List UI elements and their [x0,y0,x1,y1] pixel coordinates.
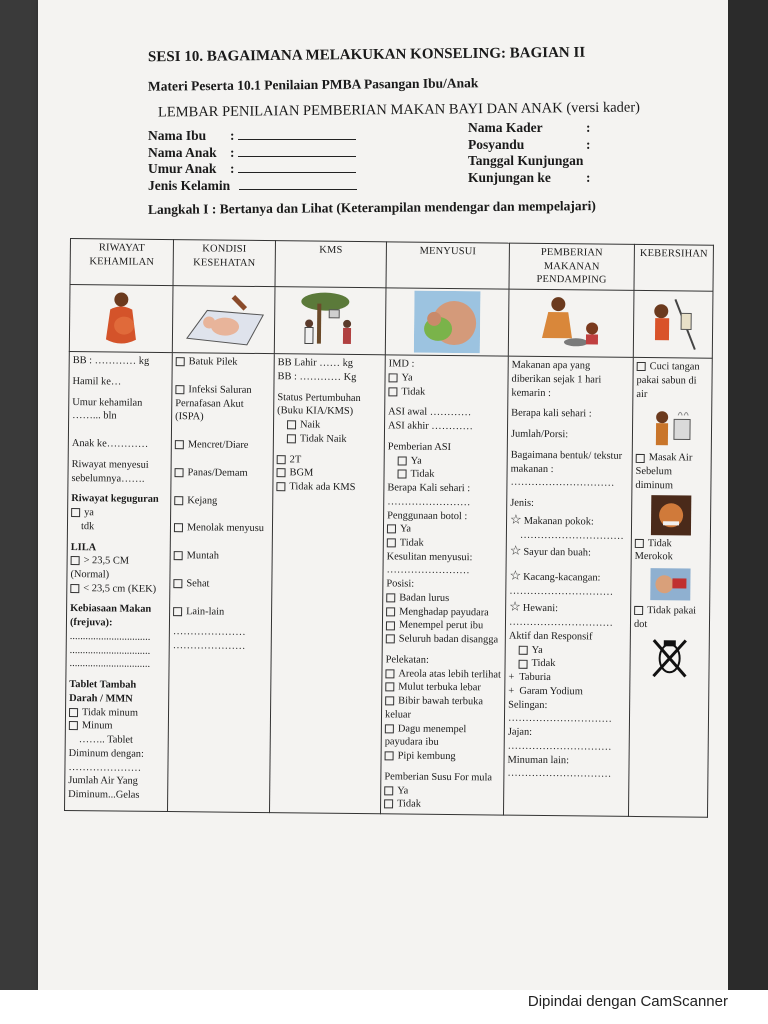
bb-field: BB : ………… kg [72,355,150,368]
susu-formula-label: Pemberian Susu For mula [384,771,493,784]
tidak-kms-label: Tidak ada KMS [289,481,356,494]
aktif-responsif-label: Aktif dan Responsif [508,630,593,643]
muntah-checkbox[interactable] [174,551,183,560]
diare-label: Mencret/Diare [187,439,249,452]
tidak-pakai-dot-label: Tidak pakai dot [633,605,697,630]
selingan-field: Selingan: [508,699,548,711]
makanan-pokok-line[interactable]: ………………………… [519,529,624,542]
kacang-label: Kacang-kacangan: [523,571,601,584]
tekstur-field: Bagaimana bentuk/ tekstur makanan : [510,449,623,475]
kebiasaan-makan-label: Kebiasaan Makan (frejuva): [69,603,152,629]
kejang-label: Kejang [187,494,218,507]
selingan-line[interactable]: ………………………… [507,712,612,726]
tablet-tambah-darah-label: Tablet Tambah Darah / MMN [69,679,137,705]
asi-awal-field: ASI awal ………… [388,406,472,419]
pelekatan-3-label: Bibir bawah terbuka keluar [384,695,484,721]
pregnant-woman-illustration [96,287,147,348]
asi-ya-checkbox[interactable] [398,456,407,465]
kebiasaan-line-2[interactable]: ............................... [69,644,151,657]
table-header-row [70,239,713,292]
pelekatan-3-checkbox[interactable] [385,697,394,706]
pelekatan-5-checkbox[interactable] [385,751,394,760]
no-smoking-illustration [649,493,693,537]
lila-label: LILA [70,541,97,553]
sehat-checkbox[interactable] [173,579,182,588]
star-icon: ☆ [509,567,522,583]
muntah-label: Muntah [186,550,220,562]
pemberian-asi-label: Pemberian ASI [387,441,452,453]
aktif-ya-label: Ya [531,644,543,656]
menyusui-cell [380,355,508,815]
sayur-buah-label: Sayur dan buah: [523,547,591,559]
taburia-label: Taburia [519,671,551,684]
pemberian-makanan-cell: Makanan apa yang diberikan sejak 1 hari kemarin : Berapa kali sehari : Jumlah/Porsi: Bagaimana bentuk/ tekstur makanan : ………………………… Jenis: ☆ Makanan pokok: ………………………… ☆ Sayur dan buah: ☆ Kacang-kacangan: ………………………… ☆ Hewani: ………………………… Aktif dan Responsif Ya Tidak + Taburia + Garam Yodium Selingan: ………………………… Jajan: ………………………… Minuman lain: ………………………… [503,356,633,816]
makanan-pokok-label: Makanan pokok: [523,515,594,528]
batuk-pilek-checkbox[interactable] [176,357,185,366]
lain-lain-checkbox[interactable] [173,607,182,616]
keguguran-tdk-label: tdk [80,520,95,533]
porsi-field: Jumlah/Porsi: [510,428,569,441]
hewani-line[interactable]: ………………………… [508,616,613,629]
col-header-pemberian: PEMBERIAN MAKANAN PENDAMPING [509,243,634,291]
menolak-menyusu-checkbox[interactable] [174,524,183,533]
form-title: LEMBAR PENILAIAN PEMBERIAN MAKAN BAYI DAN ANAK (versi kader) [157,99,641,121]
pelekatan-2-label: Mulut terbuka lebar [398,681,481,694]
identity-fields-right [468,120,591,186]
asi-ya-label: Ya [410,455,422,467]
posisi-1-label: Badan lurus [399,592,450,604]
minum-label: Minum [81,720,113,732]
star-icon: ☆ [509,599,521,615]
botol-ya-checkbox[interactable] [387,525,396,534]
tidak-pakai-dot-checkbox[interactable] [634,606,643,615]
naik-label: Naik [299,419,321,431]
pregnant-woman-illustration-cell [69,285,173,353]
minuman-line[interactable]: ………………………… [507,767,612,780]
tidak-naik-checkbox[interactable] [287,434,296,443]
bgm-checkbox[interactable] [277,469,286,478]
tidak-merokok-label: Tidak Merokok [634,537,673,563]
berapa-kali-field: Berapa Kali sehari : [387,482,471,495]
star-icon: ☆ [510,511,522,527]
sehat-label: Sehat [186,578,210,590]
garam-yodium-label: Garam Yodium [519,685,583,698]
posisi-3-checkbox[interactable] [386,621,395,630]
anak-ke-field: Anak ke………… [71,438,149,450]
menolak-menyusu-label: Menolak menyusu [186,522,265,535]
cuci-tangan-checkbox[interactable] [637,362,646,371]
camscanner-watermark: Dipindai dengan CamScanner [527,993,728,1010]
riwayat-keguguran-label: Riwayat keguguran [71,493,159,506]
kms-cell [269,354,385,814]
col-header-menyusui: MENYUSUI [386,242,509,289]
umur-kehamilan-field: Umur kehamilan ……... bln [72,396,143,422]
susu-ya-checkbox[interactable] [384,786,393,795]
pelekatan-2-checkbox[interactable] [385,683,394,692]
col-header-kms: KMS [275,241,386,288]
lila-normal-label: > 23,5 CM (Normal) [70,555,130,581]
breastfeeding-photo [414,291,481,354]
kebiasaan-line-1[interactable]: ............................... [69,630,151,643]
imd-ya-checkbox[interactable] [389,373,398,382]
aktif-tidak-label: Tidak [531,658,556,670]
posisi-4-checkbox[interactable] [386,635,395,644]
bb-kms-field: BB : ………… Kg [277,371,357,383]
lila-kek-checkbox[interactable] [70,584,79,593]
handwash-illustration [647,293,700,354]
tidak-naik-label: Tidak Naik [299,433,347,445]
hewani-label: Hewani: [522,603,559,615]
assessment-table [64,238,714,818]
col-header-kebersihan: KEBERSIHAN [634,244,713,291]
tidak-kms-checkbox[interactable] [276,482,285,491]
breastfeeding-photo-cell [385,288,509,356]
kondisi-kesehatan-cell [167,353,274,813]
aktif-tidak-checkbox[interactable] [519,659,528,668]
kebersihan-cell [628,358,712,818]
jenis-label: Jenis: [510,497,534,509]
field-kunjungan-ke: Kunjungan ke : [468,169,591,185]
posisi-2-label: Menghadap payudara [399,606,489,619]
kesulitan-line[interactable]: …………………… [386,564,470,577]
susu-ya-label: Ya [397,784,409,797]
jumlah-air-field: Jumlah Air Yang Diminum...Gelas [68,775,140,801]
cuci-tangan-label: Cuci tangan pakai sabun di air [636,361,700,400]
pelekatan-label: Pelekatan: [385,654,429,666]
session-title: SESI 10. BAGAIMANA MELAKUKAN KONSELING: BAGIAN II [147,44,586,66]
kejang-checkbox[interactable] [174,496,183,505]
berapa-kali-makan-field: Berapa kali sehari : [511,408,592,420]
tree-scale-illustration-cell [274,287,386,355]
field-tanggal-kunjungan: Tanggal Kunjungan [468,153,584,168]
field-nama-ibu: Nama Ibu : [148,128,357,145]
diare-checkbox[interactable] [175,440,184,449]
status-pertumbuhan-label: Status Pertumbuhan (Buku KIA/KMS) [277,391,361,418]
asi-tidak-label: Tidak [410,468,435,481]
page-edge-shadow [728,0,768,1024]
botol-tidak-checkbox[interactable] [387,538,396,547]
posisi-4-label: Seluruh badan disangga [398,633,499,646]
ispa-checkbox[interactable] [175,385,184,394]
field-posyandu: Posyandu : [468,136,591,152]
lain-lain-label: Lain-lain [186,605,225,618]
tree-scale-illustration [295,290,366,351]
field-jenis-kelamin: Jenis Kelamin [148,178,357,195]
imd-label: IMD : [388,358,415,370]
2t-label: 2T [289,453,302,466]
lila-kek-label: < 23,5 cm (KEK) [83,582,157,595]
botol-tidak-label: Tidak [399,537,424,549]
tidak-minum-label: Tidak minum [81,706,139,719]
pelekatan-4-checkbox[interactable] [385,724,394,733]
demam-label: Panas/Demam [187,467,248,479]
bb-lahir-field: BB Lahir …… kg [277,357,354,370]
posisi-3-label: Menempel perut ibu [398,619,484,632]
illustration-row [69,285,713,359]
feeding-child-illustration [536,292,607,353]
bgm-label: BGM [289,467,314,479]
field-nama-kader: Nama Kader : [468,120,591,135]
baby-bottle-illustration [648,564,692,604]
lain-lain-line-1[interactable]: ………………… [172,626,246,639]
botol-ya-label: Ya [399,523,412,535]
masak-air-label: Masak Air Sebelum diminum [635,452,693,492]
minuman-lain-field: Minuman lain: [507,754,570,766]
makanan-kemarin-field: Makanan apa yang diberikan sejak 1 hari kemarin : [511,359,602,399]
kacang-line[interactable]: ………………………… [509,585,614,598]
posisi-2-checkbox[interactable] [386,607,395,616]
tidak-merokok-checkbox[interactable] [635,539,644,548]
star-icon: ☆ [509,542,522,559]
posisi-label: Posisi: [386,578,415,590]
tablet-count-field: …….. Tablet [78,734,134,746]
berapa-kali-line[interactable]: …………………… [387,496,471,509]
baby-on-mat-illustration [182,288,265,349]
asi-akhir-field: ASI akhir ………… [387,420,473,433]
feeding-child-illustration-cell [508,289,634,357]
handwash-illustration-cell [633,291,713,359]
imd-tidak-checkbox[interactable] [388,387,397,396]
kesulitan-menyusui-label: Kesulitan menyusui: [386,551,473,563]
riwayat-menyusui-field: Riwayat menyesui sebelumnya……. [71,458,149,485]
pelekatan-1-label: Areola atas lebih terlihat [398,668,501,681]
imd-ya-label: Ya [401,372,413,384]
lain-lain-line-2[interactable]: ………………… [172,640,246,652]
susu-tidak-label: Tidak [397,798,422,810]
keguguran-ya-label: ya [84,507,94,519]
kebiasaan-line-3[interactable]: ............................... [69,658,151,671]
no-pacifier-icon [649,632,690,680]
posisi-1-checkbox[interactable] [386,593,395,602]
baby-on-mat-illustration-cell [172,286,275,354]
content-row [65,352,713,817]
imd-tidak-label: Tidak [401,386,426,398]
identity-fields-left [148,128,357,194]
col-header-kondisi: KONDISI KESEHATAN [173,240,275,287]
pelekatan-4-label: Dagu menempel payudara ibu [384,723,467,749]
pelekatan-1-checkbox[interactable] [385,669,394,678]
jajan-line[interactable]: ………………………… [507,740,612,753]
keguguran-ya-checkbox[interactable] [71,508,80,517]
field-nama-anak: Nama Anak : [148,145,357,162]
tekstur-line[interactable]: ………………………… [510,476,615,490]
pelekatan-5-label: Pipi kembung [397,750,456,763]
diminum-dengan-field: Diminum dengan: [68,747,144,760]
masak-air-checkbox[interactable] [636,453,645,462]
batuk-pilek-label: Batuk Pilek [188,356,238,368]
2t-checkbox[interactable] [277,455,286,464]
susu-tidak-checkbox[interactable] [384,800,393,809]
demam-checkbox[interactable] [175,468,184,477]
langkah-heading: Langkah I : Bertanya dan Lihat (Keterampilan mendengar dan mempelajari) [147,198,596,217]
aktif-ya-checkbox[interactable] [519,646,528,655]
hamil-ke-field: Hamil ke… [72,375,122,388]
naik-checkbox[interactable] [287,421,296,430]
tidak-minum-checkbox[interactable] [69,708,78,717]
col-header-riwayat: RIWAYAT KEHAMILAN [70,239,173,286]
penggunaan-botol-label: Penggunaan botol : [387,509,468,522]
asi-tidak-checkbox[interactable] [397,470,406,479]
minum-checkbox[interactable] [69,721,78,730]
boiling-water-illustration [650,401,695,451]
ispa-label: Infeksi Saluran Pernafasan Akut (ISPA) [175,384,252,423]
jajan-field: Jajan: [507,726,533,738]
riwayat-kehamilan-cell [65,352,173,812]
field-umur-anak: Umur Anak : [148,161,357,178]
lila-normal-checkbox[interactable] [71,556,80,565]
materi-subtitle: Materi Peserta 10.1 Penilaian PMBA Pasangan Ibu/Anak [147,75,479,94]
diminum-dengan-line[interactable]: ………………… [68,761,142,774]
